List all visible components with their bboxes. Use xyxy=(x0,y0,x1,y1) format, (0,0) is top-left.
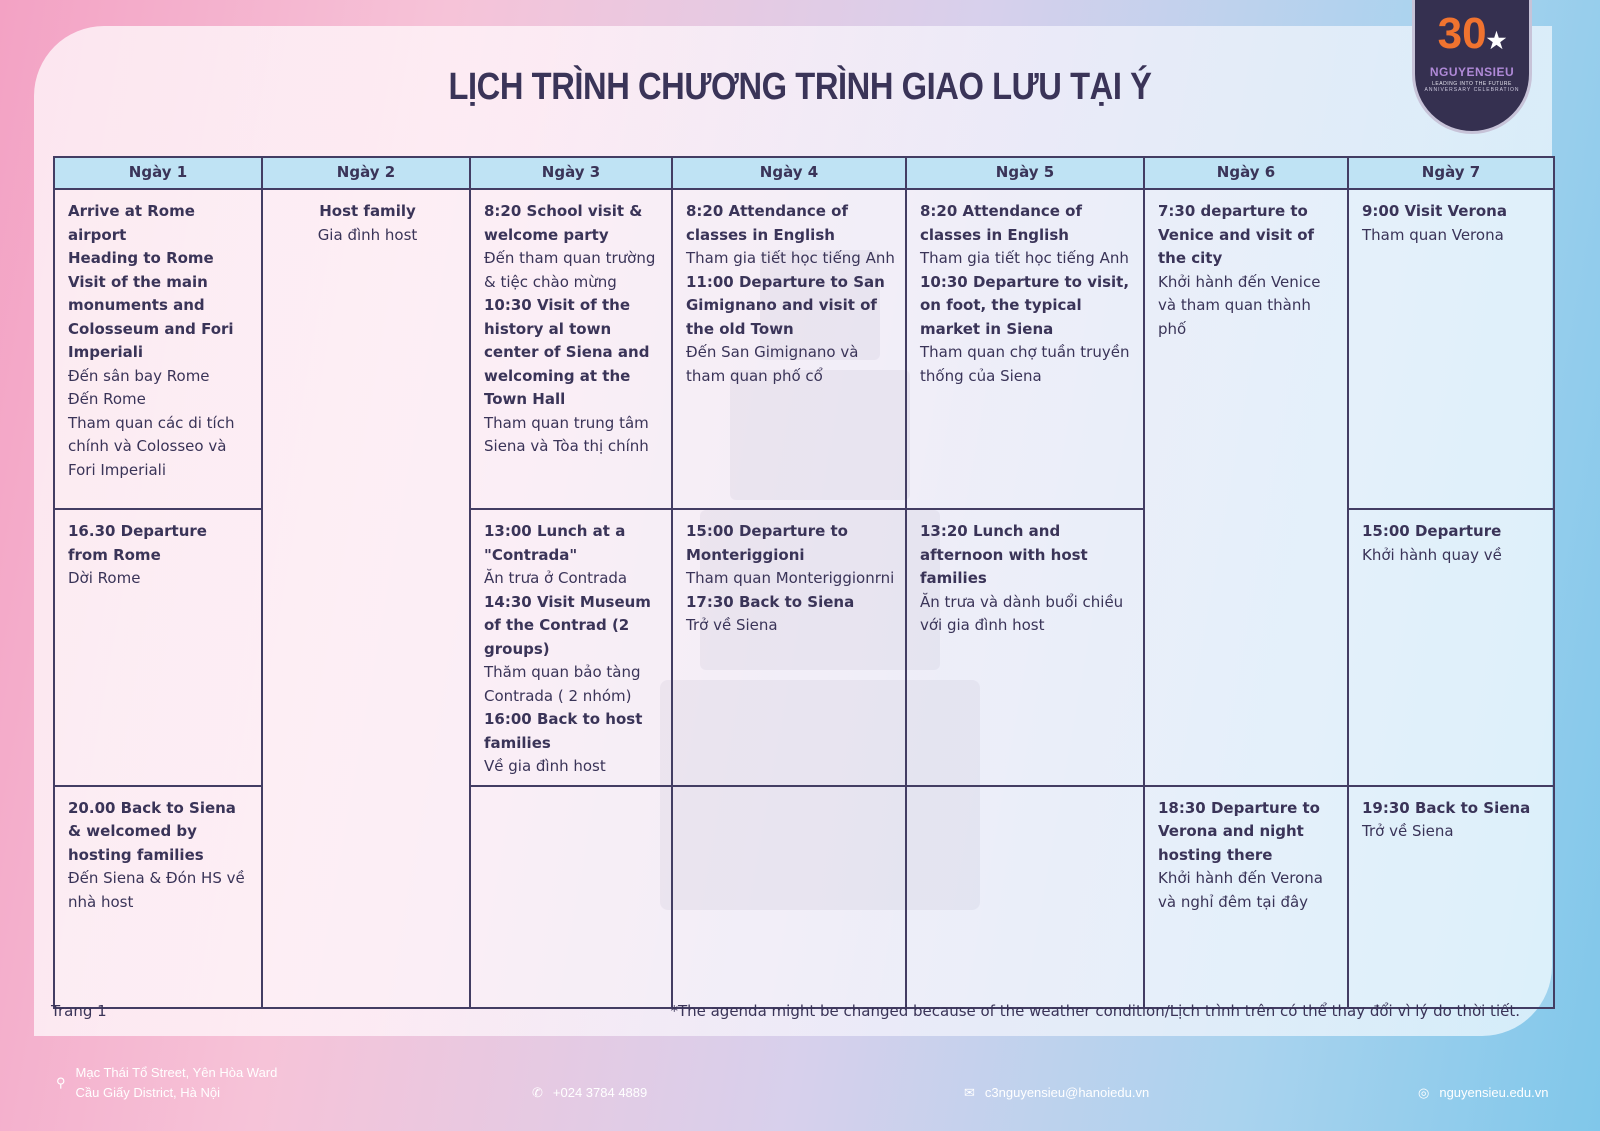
schedule-cell xyxy=(1144,189,1348,786)
phone-icon: ✆ xyxy=(532,1085,543,1100)
contact-email xyxy=(964,1083,1149,1103)
activity-translation: Khởi hành đến Verona và nghỉ đêm tại đây xyxy=(1158,869,1323,911)
activity-title: 17:30 Back to Siena xyxy=(686,592,855,611)
activity-translation: Tham quan Monteriggionrni xyxy=(686,569,895,587)
activity-title: 10:30 Departure to visit, on foot, the typical market in Siena xyxy=(920,272,1130,338)
schedule-cell xyxy=(1348,786,1554,1008)
day-header: Ngày 7 xyxy=(1348,157,1554,189)
activity-translation: Tham gia tiết học tiếng Anh xyxy=(686,249,895,267)
activity-translation: Khởi hành quay về xyxy=(1362,545,1502,564)
activity-translation: Tham quan chợ tuần truyền thống của Siena xyxy=(920,343,1130,385)
day-header-row xyxy=(54,157,1554,189)
day-header: Ngày 5 xyxy=(906,157,1144,189)
activity-translation: Về gia đình host xyxy=(484,757,606,775)
activity-title: 16:00 Back to host families xyxy=(484,710,643,752)
schedule-cell xyxy=(906,509,1144,786)
schedule-cell xyxy=(672,189,906,509)
activity-translation: Dời Rome xyxy=(68,569,141,587)
logo-subtitle: ANNIVERSARY CELEBRATION xyxy=(1424,87,1520,93)
address-line: Mạc Thái Tổ Street, Yên Hòa Ward xyxy=(75,1065,278,1080)
activity-translation: Ăn trưa ở Contrada xyxy=(484,569,628,587)
activity-title: Heading to Rome xyxy=(68,249,214,267)
day-header: Ngày 3 xyxy=(470,157,672,189)
schedule-cell xyxy=(1144,786,1348,1008)
schedule-cell-empty xyxy=(470,786,672,1008)
day-header: Ngày 4 xyxy=(672,157,906,189)
activity-title: 8:20 Attendance of classes in English xyxy=(686,202,848,244)
activity-title: 8:20 Attendance of classes in English xyxy=(920,202,1082,244)
address-line: Cầu Giấy District, Hà Nội xyxy=(75,1085,221,1100)
globe-icon: ◎ xyxy=(1418,1085,1430,1100)
activity-title: 11:00 Departure to San Gimignano and visit of the old Town xyxy=(686,272,885,338)
activity-translation: Ăn trưa và dành buổi chiều với gia đình host xyxy=(920,592,1124,634)
activity-translation: Đến Siena & Đón HS về nhà host xyxy=(68,869,245,911)
activity-translation: Thăm quan bảo tàng Contrada ( 2 nhóm) xyxy=(484,663,641,705)
star-icon: ★ xyxy=(1486,28,1507,53)
activity-translation: Đến tham quan trường & tiệc chào mừng xyxy=(484,249,656,291)
schedule-cell xyxy=(1348,189,1554,509)
activity-title: Host family xyxy=(319,202,416,220)
schedule-cell xyxy=(470,509,672,786)
page-title: LỊCH TRÌNH CHƯƠNG TRÌNH GIAO LƯU TẠI Ý xyxy=(448,66,1152,108)
phone-number[interactable]: +024 3784 4889 xyxy=(552,1085,648,1100)
activity-translation: Tham quan trung tâm Siena và Tòa thị chính xyxy=(484,413,649,455)
schedule-cell xyxy=(54,509,262,786)
activity-title: 14:30 Visit Museum of the Contrad (2 groups) xyxy=(484,592,651,658)
schedule-cell-empty xyxy=(672,786,906,1008)
activity-title: Arrive at Rome airport xyxy=(68,202,195,244)
contact-website xyxy=(1418,1083,1549,1103)
anniversary-logo xyxy=(1412,0,1532,134)
schedule-cell xyxy=(470,189,672,509)
activity-title: 19:30 Back to Siena xyxy=(1362,798,1531,817)
activity-title: 7:30 departure to Venice and visit of the city xyxy=(1158,202,1315,267)
logo-tagline: LEADING INTO THE FUTURE xyxy=(1432,81,1512,87)
schedule-cell xyxy=(906,189,1144,509)
logo-number: 30★ xyxy=(1437,9,1507,58)
schedule-cell xyxy=(262,189,470,1008)
activity-title: 10:30 Visit of the history al town center of Siena and welcoming at the Town Hall xyxy=(484,296,650,408)
email-link[interactable]: c3nguyensieu@hanoiedu.vn xyxy=(984,1085,1150,1100)
day-header: Ngày 1 xyxy=(54,157,262,189)
activity-translation: Khởi hành đến Venice và tham quan thành phố xyxy=(1158,272,1321,338)
website-link[interactable]: nguyensieu.edu.vn xyxy=(1439,1085,1549,1100)
contact-phone xyxy=(532,1083,647,1103)
activity-title: 13:20 Lunch and afternoon with host families xyxy=(920,522,1088,587)
activity-translation: Đến sân bay Rome xyxy=(68,366,210,385)
logo-name: NGUYENSIEU xyxy=(1429,65,1515,79)
activity-translation: Trở về Siena xyxy=(686,616,778,634)
morning-row xyxy=(54,189,1554,509)
weather-disclaimer: *The agenda might be changed because of the weather condition/Lịch trình trên có thể thay đổi vì lý do thời tiết. xyxy=(670,1002,1520,1020)
activity-title: 16.30 Departure from Rome xyxy=(68,522,207,564)
schedule-cell xyxy=(54,786,262,1008)
activity-title: 18:30 Departure to Verona and night hosting there xyxy=(1158,798,1320,864)
activity-translation: Tham quan các di tích chính và Colosseo và Fori Imperiali xyxy=(68,413,235,479)
page-number: Trang 1 xyxy=(51,1002,107,1020)
activity-title: 15:00 Departure to Monteriggioni xyxy=(686,522,848,564)
schedule-table xyxy=(53,156,1555,1009)
activity-title: Visit of the main monuments and Colosseum and Fori Imperiali xyxy=(68,272,234,361)
activity-translation: Trở về Siena xyxy=(1362,822,1454,840)
activity-translation: Đến Rome xyxy=(68,390,146,408)
activity-translation: Gia đình host xyxy=(317,225,418,244)
activity-translation: Tham quan Verona xyxy=(1362,225,1504,244)
activity-translation: Tham gia tiết học tiếng Anh xyxy=(920,249,1129,267)
day-header: Ngày 6 xyxy=(1144,157,1348,189)
schedule-cell xyxy=(54,189,262,509)
schedule-cell-empty xyxy=(906,786,1144,1008)
contact-address xyxy=(56,1063,277,1103)
location-pin-icon: ⚲ xyxy=(56,1075,66,1090)
schedule-cell xyxy=(1348,509,1554,786)
activity-title: 9:00 Visit Verona xyxy=(1362,202,1507,220)
schedule-cell xyxy=(672,509,906,786)
day-header: Ngày 2 xyxy=(262,157,470,189)
envelope-icon: ✉ xyxy=(964,1085,975,1100)
activity-title: 15:00 Departure xyxy=(1362,522,1502,540)
activity-translation: Đến San Gimignano và tham quan phố cổ xyxy=(686,343,859,385)
activity-title: 8:20 School visit & welcome party xyxy=(484,202,643,244)
activity-title: 13:00 Lunch at a "Contrada" xyxy=(484,522,626,564)
activity-title: 20.00 Back to Siena & welcomed by hosting families xyxy=(68,798,236,864)
